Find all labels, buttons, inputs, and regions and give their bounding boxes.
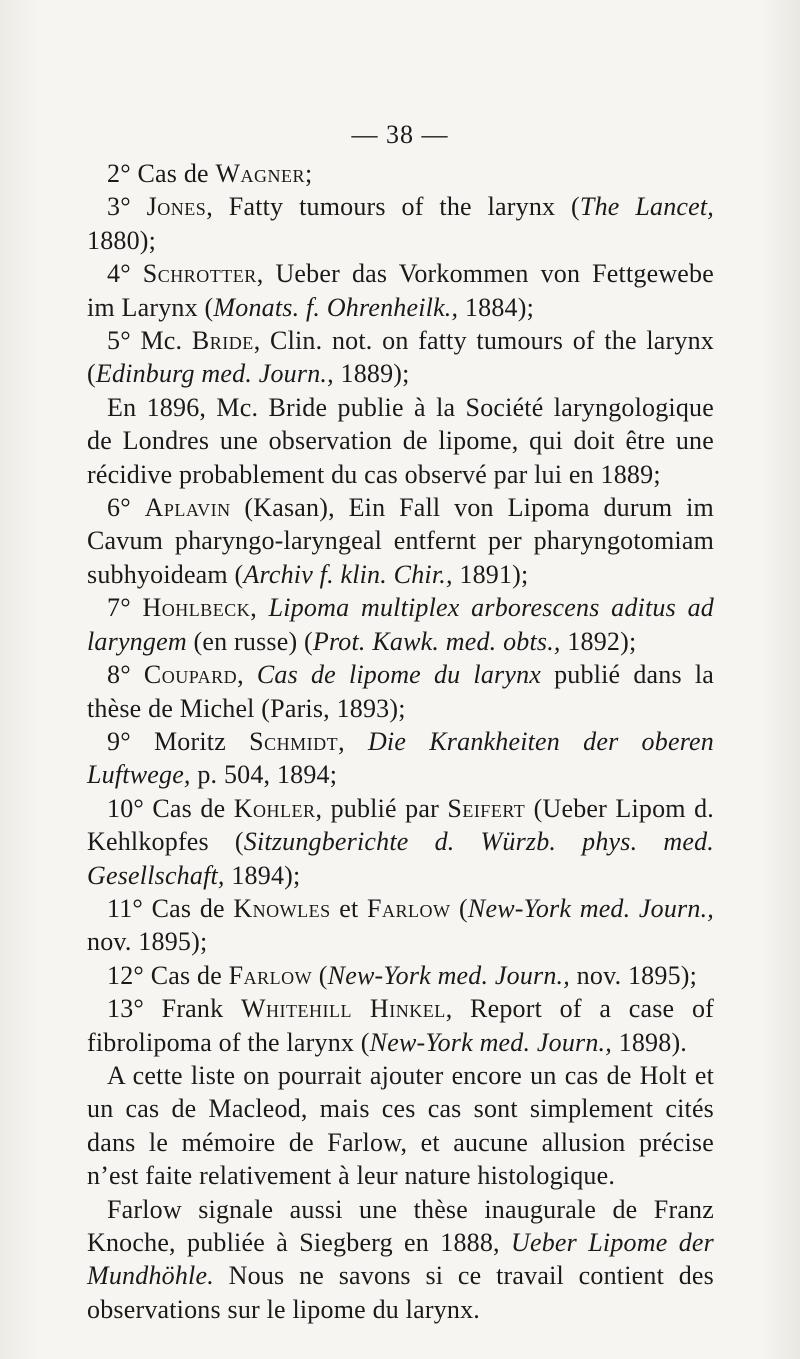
paragraph: Farlow signale aussi une thèse inaugurale de Franz Knoche, publiée à Siegberg en 1888, Ueber Lipome der Mundhöhle. Nous ne savons si ce travail contient des observations sur le lipome du larynx. <box>87 1194 714 1324</box>
page-body <box>87 157 714 1326</box>
list-item: 5° Mc. Bride, Clin. not. on fatty tumours of the larynx (Edinburg med. Journ., 1889); <box>87 326 715 389</box>
list-item: 13° Frank Whitehill Hinkel, Report of a case of fibrolipoma of the larynx (New-York med. Journ., 1898). <box>87 994 715 1057</box>
list-item: 3° Jones, Fatty tumours of the larynx (The Lancet, 1880); <box>87 192 714 255</box>
paragraph: En 1896, Mc. Bride publie à la Société laryngologique de Londres une observation de lipome, qui doit être une récidive probablement du cas observé par lui en 1889; <box>87 392 714 489</box>
list-item: 9° Moritz Schmidt, Die Krankheiten der oberen Luftwege, p. 504, 1894; <box>87 726 714 790</box>
list-item: 12° Cas de Farlow (New-York med. Journ., nov. 1895); <box>107 960 698 990</box>
list-item: 10° Cas de Kohler, publié par Seifert (Ueber Lipom d. Kehlkopfes (Sitzungberichte d. Würzb. phys. med. Gesellschaft, 1894); <box>87 793 714 890</box>
list-item: 11° Cas de Knowles et Farlow (New-York med. Journ., nov. 1895); <box>87 893 714 957</box>
list-item: 4° Schrotter, Ueber das Vorkommen von Fettgewebe im Larynx (Monats. f. Ohrenheilk., 1884); <box>87 259 714 322</box>
paragraph: A cette liste on pourrait ajouter encore un cas de Holt et un cas de Macleod, mais ces cas sont simplement cités dans le mémoire de Farlow, et aucune allusion précise n’est faite relativement à leur nature histologique. <box>87 1060 714 1191</box>
list-item: 2° Cas de Wagner; <box>107 159 313 188</box>
list-item: 8° Coupard, Cas de lipome du larynx publié dans la thèse de Michel (Paris, 1893); <box>87 660 715 723</box>
page-number: — 38 — <box>351 120 449 149</box>
list-item: 7° Hohlbeck, Lipoma multiplex arborescens aditus ad laryngem (en russe) (Prot. Kawk. med. obts., 1892); <box>87 593 714 656</box>
list-item: 6° Aplavin (Kasan), Ein Fall von Lipoma durum im Cavum pharyngo-laryngeal entfernt per pharyngotomiam subhyoideam (Archiv f. klin. Chir., 1891); <box>87 493 714 589</box>
